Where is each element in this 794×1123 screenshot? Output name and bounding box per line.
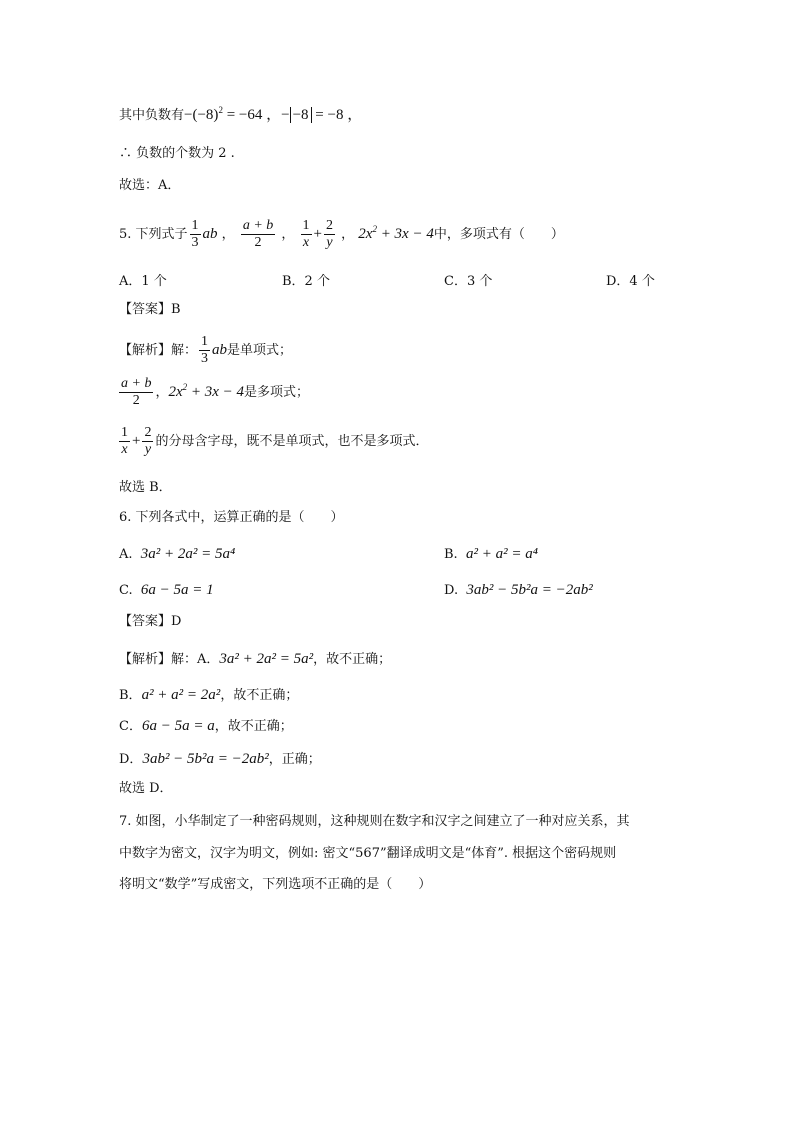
text-line: 故选 D． bbox=[119, 781, 173, 796]
analysis-line: 【解析】解：A．3a² + 2a² = 5a²，故不正确； bbox=[119, 651, 392, 667]
fraction: $\frac{a + b}{2}$ bbox=[121, 376, 152, 408]
option-a: A．1 个 bbox=[119, 274, 167, 289]
analysis-line: C．6a − 5a = a，故不正确； bbox=[119, 718, 293, 734]
fraction: $\frac{1}{3}$ bbox=[201, 334, 209, 366]
fraction: $\frac{a + b}{2}$ bbox=[242, 218, 274, 250]
text-line: 故选 B． bbox=[119, 480, 172, 495]
math-expr: $-(-8)^2 = -64$ ，− −8 = −8 ， bbox=[184, 105, 363, 123]
question-5-stem: 5. 下列式子 $\frac{1}{3}$ ab ， $\frac{a + b}{2}$ ， $\frac{1}{x}$ + $\frac{2}{y}$ ， $2x^2 + 3x - 4$中，多项式有（ ） bbox=[119, 218, 564, 250]
question-7-line: 7. 如图，小华制定了一种密码规则，这种规则在数字和汉字之间建立了一种对应关系，其 bbox=[119, 814, 630, 829]
analysis-line: B．a² + a² = 2a²，故不正确； bbox=[119, 687, 299, 703]
answer-line bbox=[119, 301, 181, 319]
text-line: 故选：A． bbox=[119, 178, 181, 193]
question-7-line: 中数字为密文，汉字为明文，例如: 密文“567”翻译成明文是“体育”. 根据这个密码规则 bbox=[119, 846, 617, 861]
fraction: $\frac{2}{y}$ bbox=[326, 218, 333, 250]
answer-value: D bbox=[171, 614, 182, 629]
answer-tag: 【答案】 bbox=[119, 302, 172, 317]
analysis-tag: 【解析】 bbox=[119, 652, 172, 667]
option-a: A. 3a² + 2a² = 5a⁴ bbox=[119, 546, 236, 562]
text-line: ∴ 负数的个数为 2 . bbox=[119, 146, 235, 161]
question-6-stem: 6. 下列各式中，运算正确的是（ ） bbox=[119, 510, 344, 525]
answer-tag: 【答案】 bbox=[119, 614, 172, 629]
analysis-line: $\frac{1}{x}$ + $\frac{2}{y}$ 的分母含字母，既不是单项式，也不是多项式． bbox=[121, 425, 429, 457]
fraction: $\frac{1}{3}$ bbox=[191, 218, 199, 250]
option-b: B．2 个 bbox=[282, 274, 330, 289]
analysis-line: D．3ab² − 5b²a = −2ab²，正确； bbox=[119, 751, 321, 767]
analysis-line: $\frac{a + b}{2}$ ，$2x^2 + 3x - 4$是多项式； bbox=[121, 376, 310, 408]
text-line bbox=[119, 106, 362, 125]
answer-value: B bbox=[171, 302, 181, 317]
text: 其中负数有 bbox=[119, 108, 185, 123]
analysis-line: 【解析】解： $\frac{1}{3}$ ab是单项式； bbox=[119, 334, 293, 366]
option-c: C．3 个 bbox=[444, 274, 493, 289]
fraction: $\frac{1}{x}$ bbox=[302, 218, 310, 250]
analysis-tag: 【解析】 bbox=[119, 343, 172, 358]
option-b: B. a² + a² = a⁴ bbox=[444, 546, 538, 562]
fraction: $\frac{1}{x}$ bbox=[121, 425, 128, 457]
fraction: $\frac{2}{y}$ bbox=[144, 425, 152, 457]
option-d: D. 3ab² − 5b²a = −2ab² bbox=[444, 582, 593, 598]
question-7-line: 将明文“数学”写成密文，下列选项不正确的是（ ） bbox=[119, 877, 432, 892]
answer-line bbox=[119, 613, 181, 631]
option-d: D．4 个 bbox=[606, 274, 655, 289]
option-c: C. 6a − 5a = 1 bbox=[119, 582, 214, 598]
math-expr: $2x^2 + 3x - 4$ bbox=[358, 224, 434, 242]
